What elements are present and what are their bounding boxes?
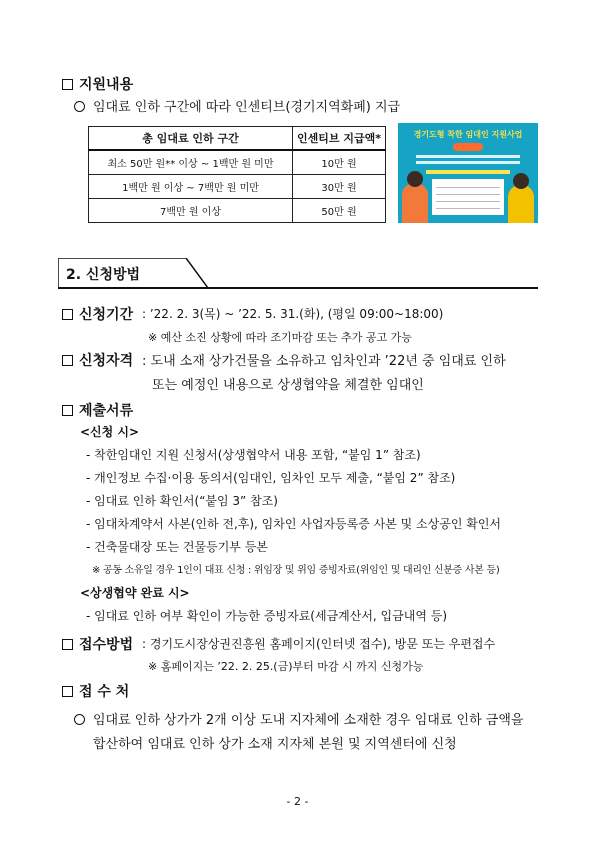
office-bullet-2: 합산하여 임대료 인하 상가 소재 지자체 본원 및 지역센터에 신청 xyxy=(93,737,457,752)
poster-person-left xyxy=(402,183,428,223)
checkbox-square-icon xyxy=(62,639,73,650)
poster-person-right xyxy=(508,185,534,223)
table-cell: 30만 원 xyxy=(293,175,386,199)
documents-heading: 제출서류 xyxy=(62,400,133,420)
table-cell: 1백만 원 이상 ~ 7백만 원 미만 xyxy=(89,175,293,199)
table-cell: 10만 원 xyxy=(293,150,386,175)
poster-title: 경기도형 착한 임대인 지원사업 xyxy=(413,130,523,139)
poster-highlight-line xyxy=(426,170,510,174)
office-heading: 접 수 처 xyxy=(62,681,129,701)
reception-value: : 경기도시장상권진흥원 홈페이지(인터넷 접수), 방문 또는 우편접수 xyxy=(142,637,496,651)
section2-title: 2. 신청방법 xyxy=(66,267,141,283)
qualification-value-1: : 도내 소재 상가건물을 소유하고 임차인과 ’22년 중 임대료 인하 xyxy=(142,354,506,369)
poster-text-line xyxy=(416,161,520,164)
table-row xyxy=(89,150,386,175)
period-note: ※ 예산 소진 상황에 따라 조기마감 또는 추가 공고 가능 xyxy=(148,331,412,344)
after-heading: <상생협약 완료 시> xyxy=(80,586,190,600)
reception-note: ※ 홈페이지는 ’22. 2. 25.(금)부터 마감 시 까지 신청가능 xyxy=(148,660,424,673)
list-item: - 건축물대장 또는 건물등기부 등본 xyxy=(86,540,268,554)
table-header-row xyxy=(89,127,386,151)
qualification-row: 신청자격 xyxy=(62,350,133,370)
list-item: - 개인정보 수집·이용 동의서(임대인, 임차인 모두 제출, “붙임 2” 참조) xyxy=(86,471,456,485)
table-row xyxy=(89,199,386,223)
checkbox-square-icon xyxy=(62,79,73,90)
list-item: - 임대차계약서 사본(인하 전,후), 임차인 사업자등록증 사본 및 소상공인 확인서 xyxy=(86,517,502,531)
checkbox-square-icon xyxy=(62,686,73,697)
checkbox-square-icon xyxy=(62,355,73,366)
list-item: - 임대료 인하 여부 확인이 가능한 증빙자료(세금계산서, 입금내역 등) xyxy=(86,609,448,623)
table-cell: 50만 원 xyxy=(293,199,386,223)
reception-row: 접수방법 xyxy=(62,634,133,654)
poster-badge xyxy=(453,143,483,151)
support-bullet: 임대료 인하 구간에 따라 인센티브(경기지역화폐) 지급 xyxy=(74,96,400,115)
apply-heading: <신청 시> xyxy=(80,425,140,439)
table-cell: 7백만 원 이상 xyxy=(89,199,293,223)
list-item: - 착한임대인 지원 신청서(상생협약서 내용 포함, “붙임 1” 참조) xyxy=(86,448,421,462)
period-row: 신청기간 xyxy=(62,304,133,324)
page-number: - 2 - xyxy=(286,795,309,808)
poster-person-right-head xyxy=(513,173,529,189)
office-bullet-1: 임대료 인하 상가가 2개 이상 도내 지자체에 소재한 경우 임대료 인하 금액을 xyxy=(74,709,523,728)
poster-text-line xyxy=(416,155,520,158)
checkbox-square-icon xyxy=(62,405,73,416)
table-header-cell: 인센티브 지급액* xyxy=(293,127,386,151)
table-header-cell: 총 임대료 인하 구간 xyxy=(89,127,293,151)
apply-note: ※ 공동 소유일 경우 1인이 대표 신청 : 위임장 및 위임 증빙자료(위임인 및 대리인 신분증 사본 등) xyxy=(92,565,500,576)
table-cell: 최소 50만 원** 이상 ~ 1백만 원 미만 xyxy=(89,150,293,175)
list-item: - 임대료 인하 확인서(“붙임 3” 참조) xyxy=(86,494,278,508)
qualification-value-2: 또는 예정인 내용으로 상생협약을 체결한 임대인 xyxy=(152,378,424,393)
period-value: : ’22. 2. 3(목) ~ ’22. 5. 31.(화), (평일 09:00~18:00) xyxy=(142,307,444,321)
support-heading: 지원내용 xyxy=(62,74,133,94)
circle-bullet-icon xyxy=(74,101,85,112)
section-divider xyxy=(58,287,538,289)
checkbox-square-icon xyxy=(62,309,73,320)
incentive-table xyxy=(88,126,386,223)
table-row xyxy=(89,175,386,199)
poster-person-left-head xyxy=(407,171,423,187)
campaign-poster-image xyxy=(398,123,538,223)
circle-bullet-icon xyxy=(74,714,85,725)
poster-card xyxy=(432,179,504,215)
